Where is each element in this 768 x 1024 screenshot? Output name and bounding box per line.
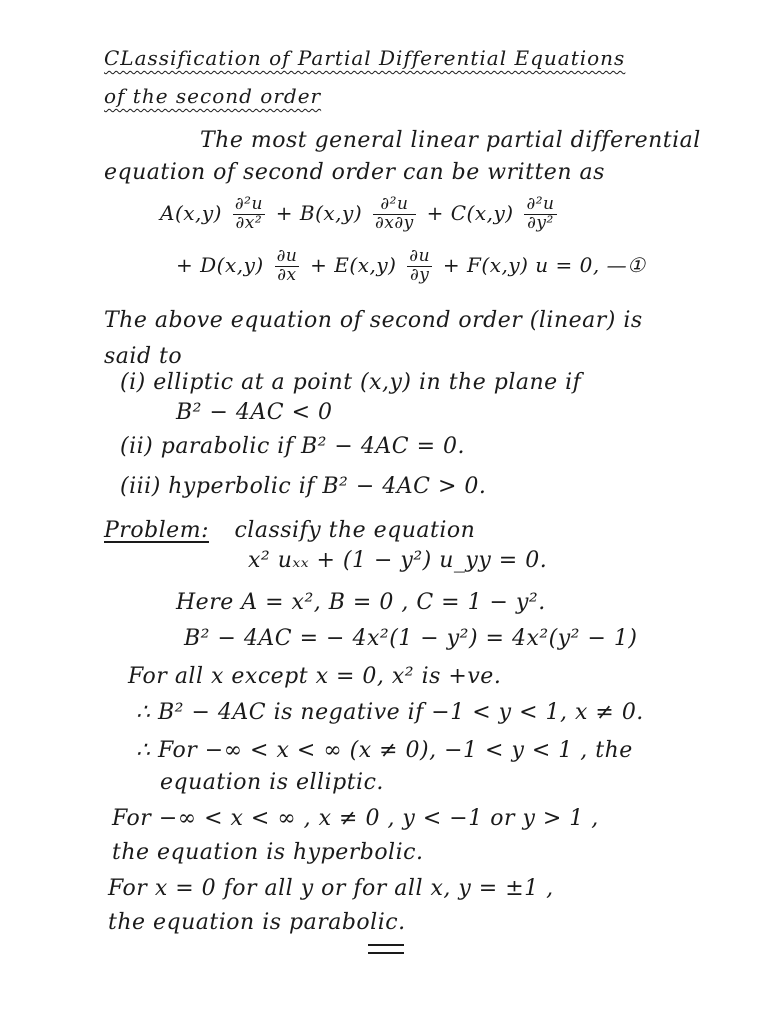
intro-line-1: The most general linear partial differential (200, 128, 701, 153)
solution-step-8: the equation is hyperbolic. (112, 840, 424, 865)
solution-step-7: For −∞ < x < ∞ , x ≠ 0 , y < −1 or y > 1 , (112, 806, 599, 831)
solution-step-9: For x = 0 for all y or for all x, y = ±1 , (108, 876, 554, 901)
case-elliptic: (i) elliptic at a point (x,y) in the plane if (120, 370, 582, 395)
pde-line-1 (160, 196, 561, 233)
solution-step-6: equation is elliptic. (160, 770, 384, 795)
pde-term-b-den: ∂x∂y (374, 212, 414, 233)
end-of-section-mark (368, 944, 404, 954)
pde-term-e-den: ∂y (409, 264, 430, 285)
case-elliptic-condition: B² − 4AC < 0 (176, 400, 333, 425)
title-line-2 (104, 84, 321, 108)
pde-term-c-coef: + C(x,y) (426, 200, 514, 225)
solution-step-10: the equation is parabolic. (108, 910, 406, 935)
pde-term-a-num: ∂²u (234, 194, 263, 214)
statement-line-1: The above equation of second order (linear) is (104, 308, 643, 333)
pde-term-d-coef: + D(x,y) (176, 252, 264, 277)
problem-line (104, 518, 475, 543)
case-hyperbolic: (iii) hyperbolic if B² − 4AC > 0. (120, 474, 487, 499)
solution-step-5: ∴ For −∞ < x < ∞ (x ≠ 0), −1 < y < 1 , the (136, 738, 633, 763)
problem-text: classify the equation (234, 518, 476, 543)
title-line-1 (104, 46, 625, 70)
pde-term-c-fraction (524, 196, 556, 233)
pde-term-d-fraction (275, 248, 300, 285)
pde-term-b-fraction (373, 196, 416, 233)
pde-term-e-coef: + E(x,y) (310, 252, 397, 277)
pde-term-c-num: ∂²u (526, 194, 555, 214)
pde-term-d-den: ∂x (277, 264, 297, 285)
solution-step-4: ∴ B² − 4AC is negative if −1 < y < 1, x ≠ 0. (136, 700, 644, 725)
pde-term-e-fraction (407, 248, 432, 285)
title-heading: CLassification of Partial Differential Equations (104, 46, 626, 70)
pde-term-d-num: ∂u (276, 246, 298, 266)
intro-line-2: equation of second order can be written as (104, 160, 605, 185)
pde-term-a-coef: A(x,y) (160, 200, 222, 225)
title-subheading: of the second order (104, 84, 322, 108)
pde-term-a-den: ∂x² (235, 212, 263, 233)
solution-step-1: Here A = x², B = 0 , C = 1 − y². (176, 590, 546, 615)
pde-term-a-fraction (233, 196, 265, 233)
pde-term-b-num: ∂²u (373, 196, 416, 215)
pde-term-e-num: ∂u (409, 246, 431, 266)
solution-step-3: For all x except x = 0, x² is +ve. (128, 664, 502, 689)
statement-line-2: said to (104, 344, 183, 369)
problem-label: Problem: (104, 518, 209, 543)
pde-term-b-coef: + B(x,y) (275, 200, 363, 225)
solution-step-2: B² − 4AC = − 4x²(1 − y²) = 4x²(y² − 1) (184, 626, 638, 651)
pde-line-2 (176, 248, 646, 285)
pde-term-f: + F(x,y) u = 0, —① (442, 252, 646, 277)
pde-term-c-den: ∂y² (527, 212, 554, 233)
problem-equation: x² uₓₓ + (1 − y²) u_yy = 0. (248, 548, 548, 573)
case-parabolic: (ii) parabolic if B² − 4AC = 0. (120, 434, 465, 459)
